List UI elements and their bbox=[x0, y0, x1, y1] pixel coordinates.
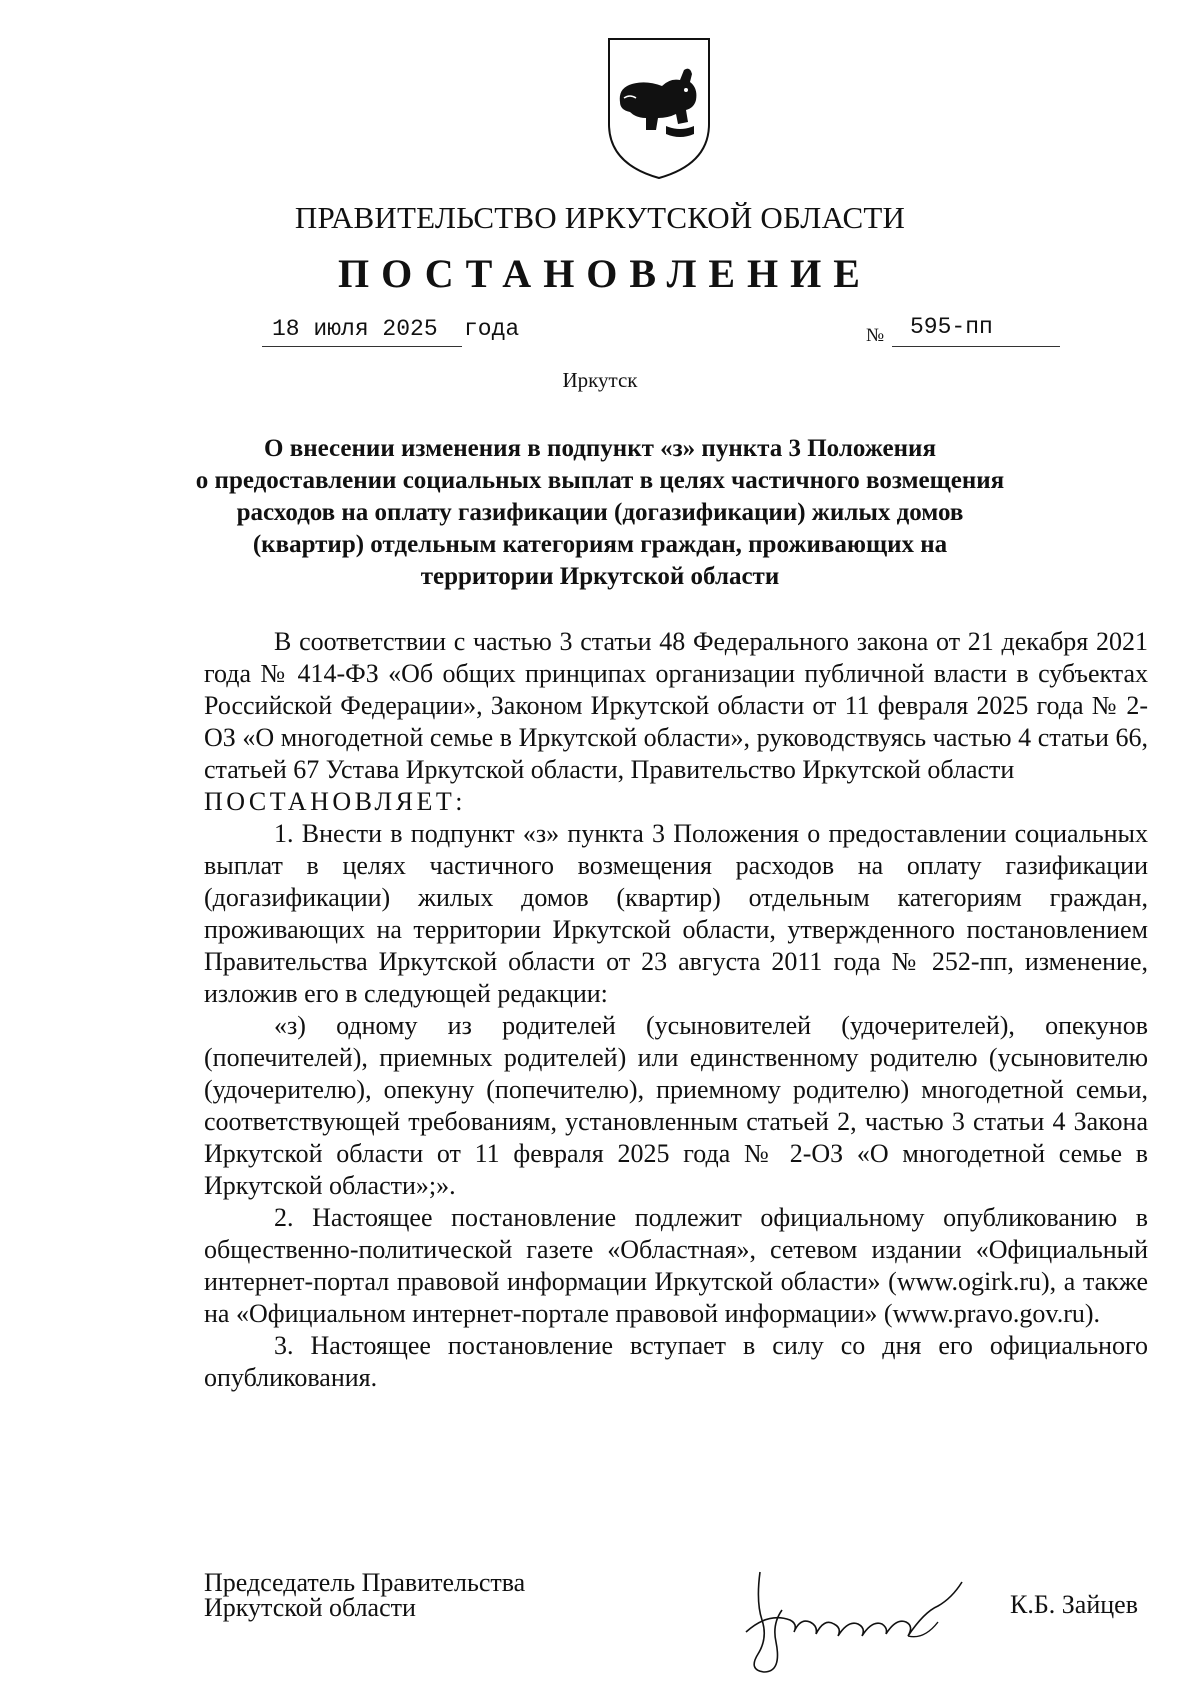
document-type: ПОСТАНОВЛЕНИЕ bbox=[338, 251, 872, 296]
title-line: расходов на оплату газификации (догазификации) жилых домов bbox=[236, 499, 964, 526]
preamble-paragraph: В соответствии с частью 3 статьи 48 Федерального закона от 21 декабря 2021 года № 414-ФЗ «Об общих принципах организации публичной власти в субъектах Российской Федерации», Законом Иркутской области от 11 февраля 2025 года № 2-ОЗ «О многодетной семье в Иркутской области», руководствуясь частью 4 статьи 66, статьей 67 Устава Иркутской области, Правительство Иркутской области bbox=[204, 627, 1148, 784]
item-2-paragraph: 2. Настоящее постановление подлежит официальному опубликованию в общественно-политической газете «Областная», сетевом издании «Официальный интернет-портал правовой информации Иркутской области» (www.ogirk.ru), а также на «Официальном интернет-портале правовой информации» (www.pravo.gov.ru). bbox=[204, 1203, 1148, 1328]
document-title bbox=[180, 433, 1020, 593]
handwritten-signature-icon bbox=[738, 1562, 988, 1680]
item-1-quote-paragraph: «з) одному из родителей (усыновителей (удочерителей), опекунов (попечителей), приемных родителей) или единственному родителю (усыновителю (удочерителю), опекуну (попечителю), приемному родителю) многодетной семьи, соответствующей требованиям, установленным статьей 2, частью 3 статьи 4 Закона Иркутской области от 11 февраля 2025 года № 2-ОЗ «О многодетной семье в Иркутской области»;». bbox=[204, 1011, 1148, 1200]
government-name: ПРАВИТЕЛЬСТВО ИРКУТСКОЙ ОБЛАСТИ bbox=[294, 200, 906, 235]
date-value: 18 июля 2025 bbox=[272, 316, 438, 342]
number-underline bbox=[892, 346, 1060, 347]
title-line: о предоставлении социальных выплат в целях частичного возмещения bbox=[195, 467, 1005, 494]
title-line: (квартир) отдельным категориям граждан, проживающих на bbox=[252, 531, 948, 558]
city: Иркутск bbox=[562, 368, 638, 392]
title-line: территории Иркутской области bbox=[420, 563, 780, 590]
document-date bbox=[262, 310, 520, 350]
date-suffix: года bbox=[464, 316, 520, 342]
document-number bbox=[866, 310, 1066, 350]
title-line: О внесении изменения в подпункт «з» пункта 3 Положения bbox=[264, 435, 936, 462]
signatory-name: К.Б. Зайцев bbox=[1010, 1590, 1138, 1619]
document-body bbox=[204, 626, 1148, 1394]
resolves-heading: ПОСТАНОВЛЯЕТ: bbox=[204, 787, 466, 816]
position-line: Председатель Правительства bbox=[204, 1568, 526, 1597]
signatory-position bbox=[204, 1570, 525, 1620]
date-underline bbox=[262, 346, 462, 347]
number-value: 595-пп bbox=[910, 314, 993, 340]
number-sign: № bbox=[866, 325, 885, 346]
item-1-paragraph: 1. Внести в подпункт «з» пункта 3 Положения о предоставлении социальных выплат в целях частичного возмещения расходов на оплату газификации (догазификации) жилых домов (квартир) отдельным категориям граждан, проживающих на территории Иркутской области, утвержденного постановлением Правительства Иркутской области от 23 августа 2011 года № 252-пп, изменение, изложив его в следующей редакции: bbox=[204, 819, 1148, 1008]
irkutsk-coat-of-arms-icon bbox=[606, 36, 712, 181]
position-line: Иркутской области bbox=[204, 1593, 416, 1622]
item-3-paragraph: 3. Настоящее постановление вступает в силу со дня его официального опубликования. bbox=[204, 1331, 1148, 1392]
